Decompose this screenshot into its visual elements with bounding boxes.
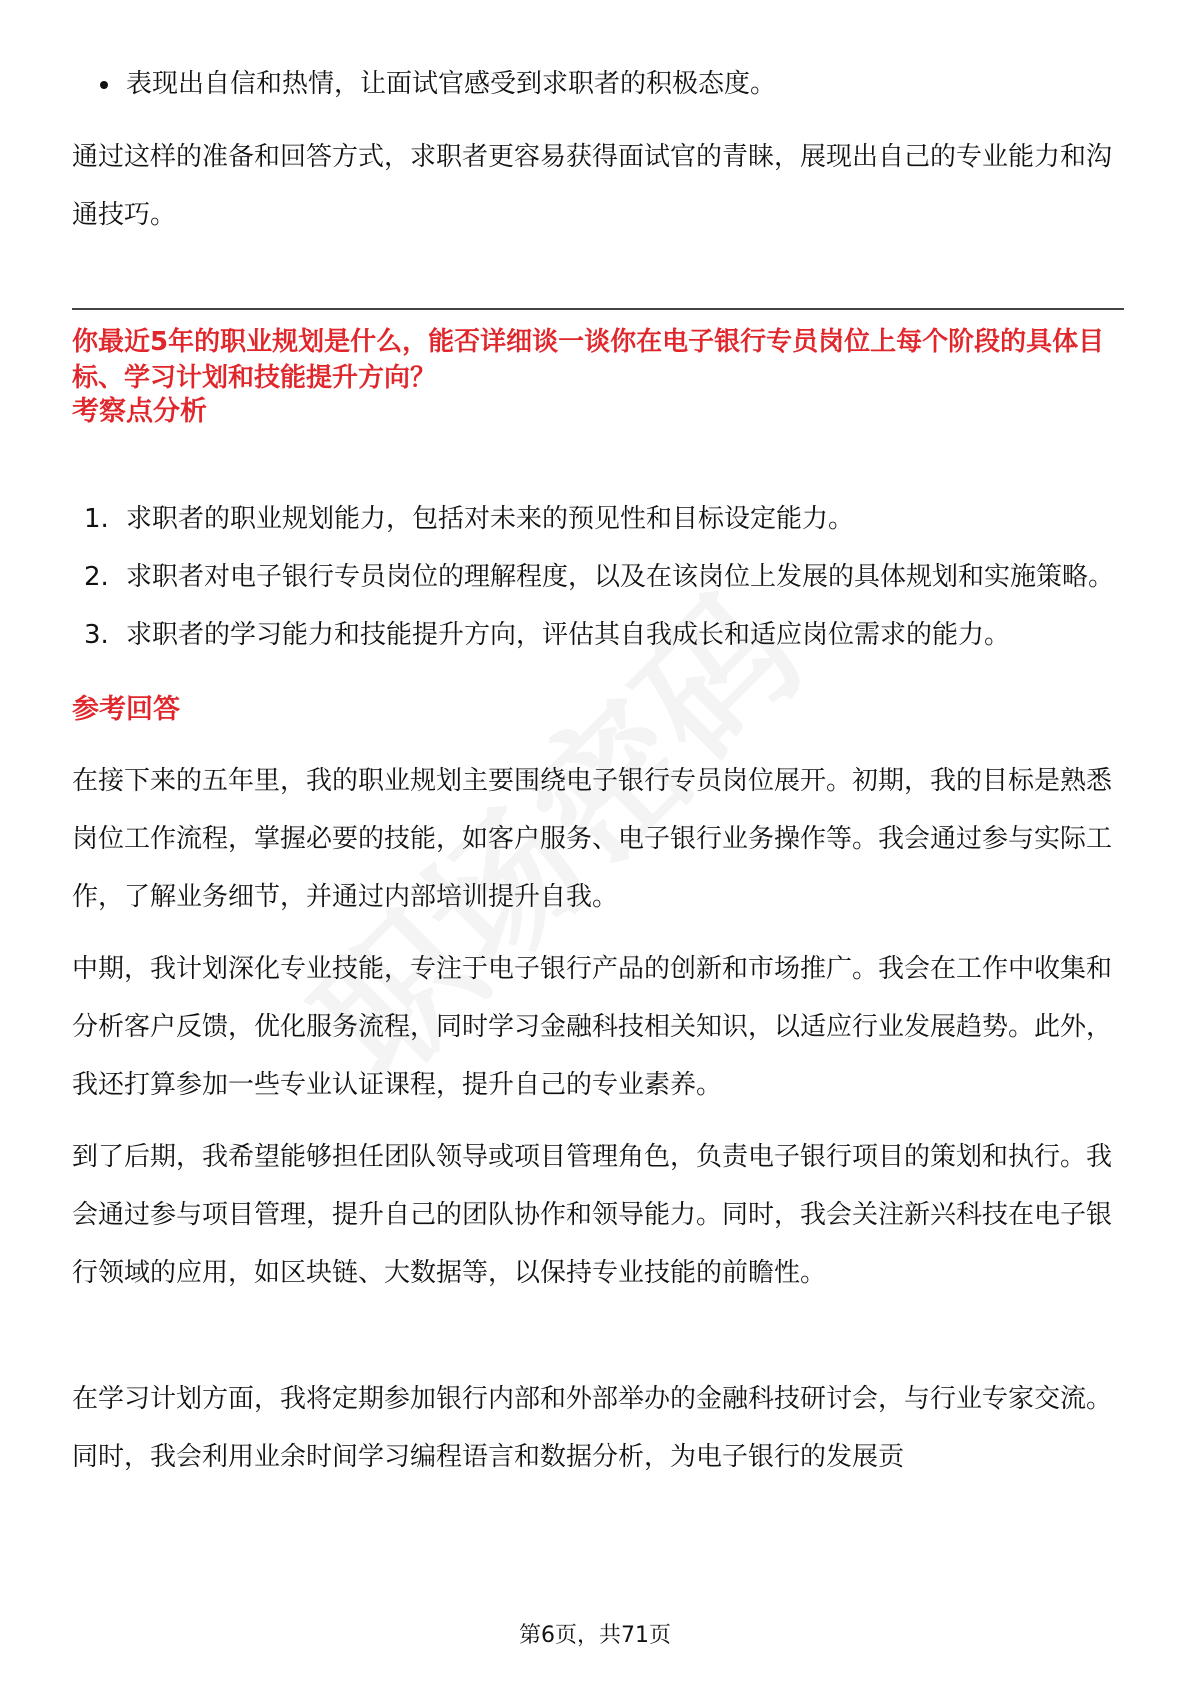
section-divider xyxy=(72,308,1124,310)
list-text: 求职者的职业规划能力，包括对未来的预见性和目标设定能力。 xyxy=(126,504,855,534)
list-number: 3. xyxy=(84,620,109,650)
answer-title: 参考回答 xyxy=(72,694,180,725)
answer-paragraph-3: 到了后期，我希望能够担任团队领导或项目管理角色，负责电子银行项目的策划和执行。我会通过参与项目管理，提升自己的团队协作和领导能力。同时，我会关注新兴科技在电子银行领域的应用，如区块链、大数据等，以保持专业技能的前瞻性。 xyxy=(72,1142,1113,1288)
analysis-list xyxy=(72,490,1124,664)
list-item xyxy=(72,606,1124,664)
bullet-text: 表现出自信和热情，让面试官感受到求职者的积极态度。 xyxy=(126,69,777,99)
list-item xyxy=(72,490,1124,548)
list-number: 2. xyxy=(84,562,109,592)
answer-paragraph-1: 在接下来的五年里，我的职业规划主要围绕电子银行专员岗位展开。初期，我的目标是熟悉岗位工作流程，掌握必要的技能，如客户服务、电子银行业务操作等。我会通过参与实际工作，了解业务细节，并通过内部培训提升自我。 xyxy=(72,766,1113,912)
list-text: 求职者对电子银行专员岗位的理解程度，以及在该岗位上发展的具体规划和实施策略。 xyxy=(126,562,1115,592)
list-item xyxy=(72,548,1124,606)
answer-paragraph-4: 在学习计划方面，我将定期参加银行内部和外部举办的金融科技研讨会，与行业专家交流。同时，我会利用业余时间学习编程语言和数据分析，为电子银行的发展贡 xyxy=(72,1384,1113,1472)
page-footer: 第6页，共71页 xyxy=(519,1623,671,1648)
bullet-dot-icon xyxy=(100,81,108,89)
list-text: 求职者的学习能力和技能提升方向，评估其自我成长和适应岗位需求的能力。 xyxy=(126,620,1011,650)
list-number: 1. xyxy=(84,504,109,534)
answer-paragraph-2: 中期，我计划深化专业技能，专注于电子银行产品的创新和市场推广。我会在工作中收集和分析客户反馈，优化服务流程，同时学习金融科技相关知识，以适应行业发展趋势。此外，我还打算参加一些专业认证课程，提升自己的专业素养。 xyxy=(72,954,1113,1100)
intro-paragraph: 通过这样的准备和回答方式，求职者更容易获得面试官的青睐，展现出自己的专业能力和沟通技巧。 xyxy=(72,142,1113,230)
question-heading: 你最近5年的职业规划是什么，能否详细谈一谈你在电子银行专员岗位上每个阶段的具体目标、学习计划和技能提升方向？ xyxy=(72,327,1105,393)
analysis-title: 考察点分析 xyxy=(72,396,207,427)
